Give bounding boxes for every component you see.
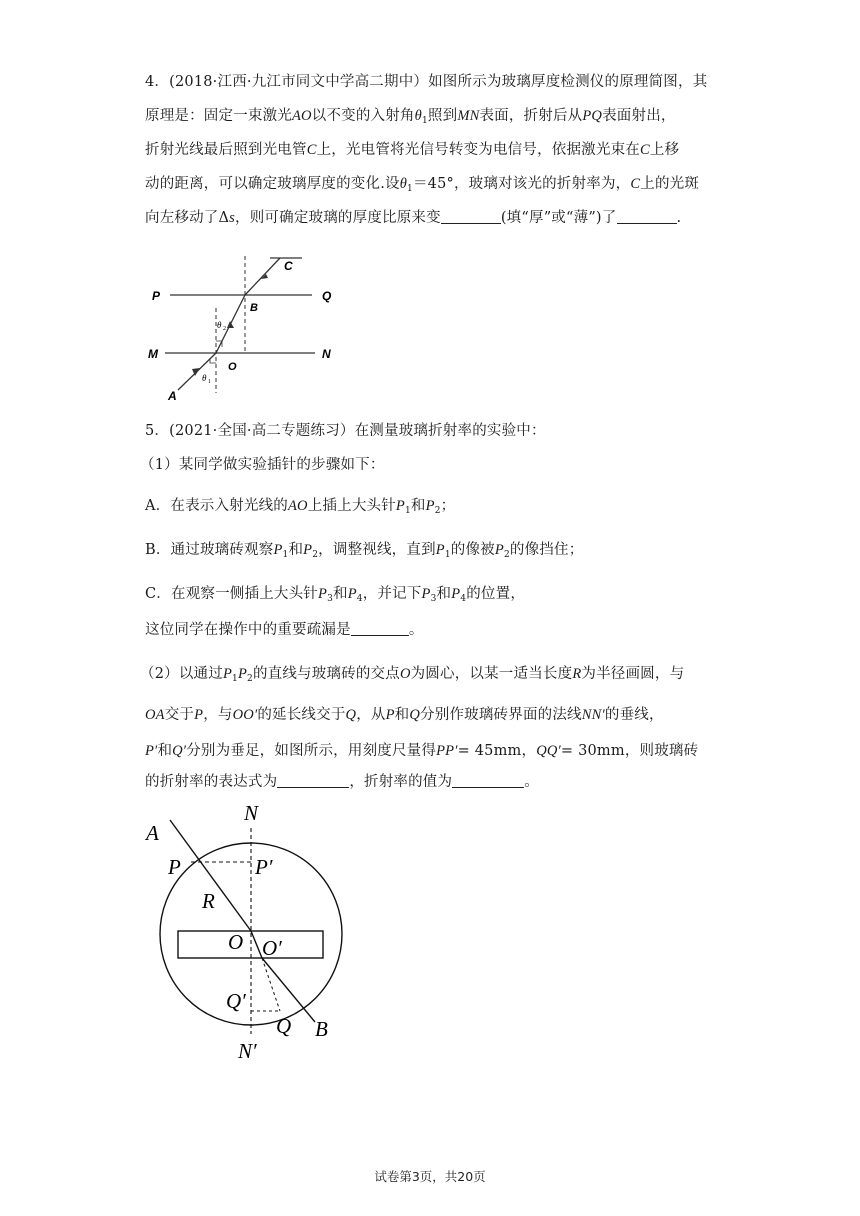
q5-ray-opb — [262, 958, 315, 1022]
q5-label-a: A — [146, 821, 159, 845]
q4-label-a: A — [168, 389, 177, 403]
q5-line-1: 5．(2021·全国·高二专题练习）在测量玻璃折射率的实验中： — [145, 423, 546, 439]
q5-extension-oop — [262, 958, 280, 1011]
answer-blank-expression[interactable] — [277, 773, 349, 788]
q5-figure — [140, 800, 355, 1065]
q5-label-op: O′ — [262, 936, 282, 960]
answer-blank-omission[interactable] — [351, 621, 409, 636]
q5-label-np: N′ — [238, 1039, 257, 1063]
q5-label-q: Q — [276, 1014, 292, 1038]
q5-part2-line-1: （2）以通过$P_1P_2$的直线与玻璃砖的交点O为圆心，以某一适当长度R为半径画圆，与 — [140, 666, 685, 684]
q5-omission: 这位同学在操作中的重要疏漏是 。 — [145, 622, 424, 638]
q4-label-q: Q — [322, 289, 332, 303]
q5-label-p: P — [168, 855, 181, 879]
q5-step-b: B．通过玻璃砖观察$P_1$和$P_2$，调整视线，直到$P_1$的像被$P_2$的像挡住； — [145, 542, 584, 560]
q4-line-4: 动的距离，可以确定玻璃厚度的变化.设$\theta_1=45^\circ$，玻璃对该光的折射率为，C上的光斑 — [145, 176, 700, 194]
answer-blank-thickness[interactable] — [441, 209, 501, 224]
q5-part2-line-4: 的折射率的表达式为 ，折射率的值为 。 — [145, 774, 539, 790]
q4-ray-bc — [245, 258, 280, 295]
q5-ray-oop — [251, 931, 262, 958]
q5-label-r: R — [202, 889, 215, 913]
q5-line-2: （1）某同学做实验插针的步骤如下： — [140, 457, 385, 473]
q4-label-b: B — [250, 302, 258, 314]
q4-label-theta1-sub: 1 — [208, 379, 211, 385]
q4-label-theta2: θ — [217, 320, 222, 330]
q4-line-1: 4．(2018·江西·九江市同文中学高二期中）如图所示为玻璃厚度检测仪的原理简图，其 — [145, 74, 708, 90]
q4-label-c: C — [284, 259, 293, 273]
q4-line-5: 向左移动了Δs，则可确定玻璃的厚度比原来变 (填“厚”或“薄”)了 . — [145, 210, 682, 226]
q4-label-p: P — [152, 289, 161, 303]
q4-label-theta2-sub: 2 — [223, 326, 226, 332]
answer-blank-value[interactable] — [452, 773, 524, 788]
q5-part2-line-3: P′和Q′分别为垂足，如图所示，用刻度尺量得PP′= 45mm，QQ′= 30mm，则玻璃砖 — [145, 743, 699, 759]
q5-part2-line-2: OA交于P，与OO′的延长线交于Q，从P和Q分别作玻璃砖界面的法线NN′的垂线， — [145, 707, 664, 723]
answer-blank-amount[interactable] — [617, 209, 677, 224]
page-footer: 试卷第3页，共20页 — [374, 1169, 486, 1184]
q5-label-pp: P′ — [255, 855, 273, 879]
q5-label-n: N — [244, 801, 259, 825]
q4-arrow-ob — [227, 321, 234, 328]
q4-label-m: M — [148, 347, 158, 361]
q5-step-a: A．在表示入射光线的AO上插上大头针$P_1$和$P_2$； — [145, 498, 456, 516]
q5-label-o: O — [228, 930, 244, 954]
q4-label-n: N — [322, 347, 331, 361]
q4-figure — [140, 248, 350, 406]
q5-label-qp: Q′ — [226, 989, 246, 1013]
q4-label-theta1: θ — [202, 373, 207, 383]
q4-line-3: 折射光线最后照到光电管C上，光电管将光信号转变为电信号，依据激光束在C上移 — [145, 142, 680, 158]
q5-step-c: C．在观察一侧插上大头针$P_3$和$P_4$，并记下$P_3$和$P_4$的位置， — [145, 586, 526, 604]
q4-label-o: O — [228, 361, 237, 373]
q5-label-b: B — [315, 1017, 328, 1041]
q4-line-2: 原理是：固定一束激光AO以不变的入射角$\theta_1$照到MN表面，折射后从PQ表面射出， — [145, 108, 676, 126]
